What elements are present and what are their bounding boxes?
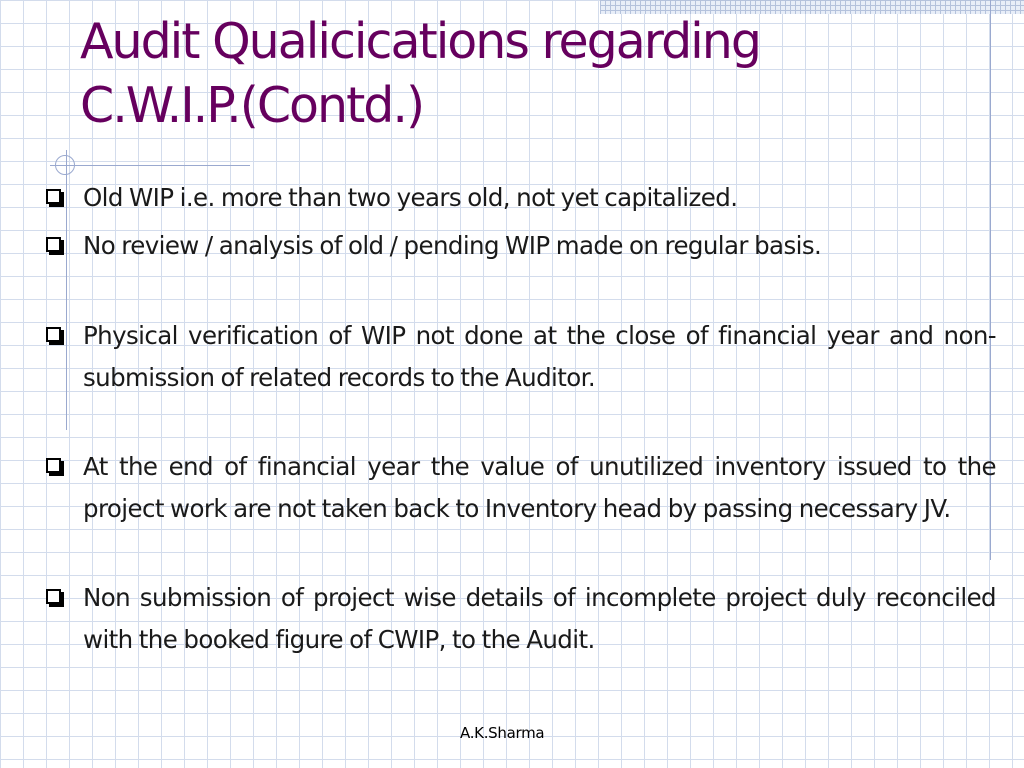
bullet-item-3 bbox=[46, 315, 996, 399]
bullet-text-1: Old WIP i.e. more than two years old, not yet capitalized. bbox=[83, 183, 738, 212]
bullet-text-5: Non submission of project wise details of incomplete project duly reconciled with the booked figure of CWIP, to the Audit. bbox=[83, 583, 996, 654]
checkbox-square-icon bbox=[46, 458, 61, 473]
slide-title-line-1: Audit Qualicications regarding bbox=[80, 13, 760, 70]
checkbox-square-icon bbox=[46, 189, 61, 204]
bullet-text-4: At the end of financial year the value of unutilized inventory issued to the project work are not taken back to Inventory head by passing necessary JV. bbox=[83, 452, 996, 523]
checkbox-square-icon bbox=[46, 589, 61, 604]
bullet-item-4 bbox=[46, 446, 996, 530]
bullet-text-3: Physical verification of WIP not done at the close of financial year and non-submission of related records to the Auditor. bbox=[83, 321, 996, 392]
bullet-item-2 bbox=[46, 225, 996, 267]
bullet-text-2: No review / analysis of old / pending WIP made on regular basis. bbox=[83, 231, 822, 260]
bullet-item-1 bbox=[46, 177, 996, 219]
bullet-item-5 bbox=[46, 577, 996, 661]
footer-author: A.K.Sharma bbox=[460, 724, 545, 742]
checkbox-square-icon bbox=[46, 237, 61, 252]
slide-title-line-2: C.W.I.P.(Contd.) bbox=[80, 77, 424, 134]
checkbox-square-icon bbox=[46, 327, 61, 342]
